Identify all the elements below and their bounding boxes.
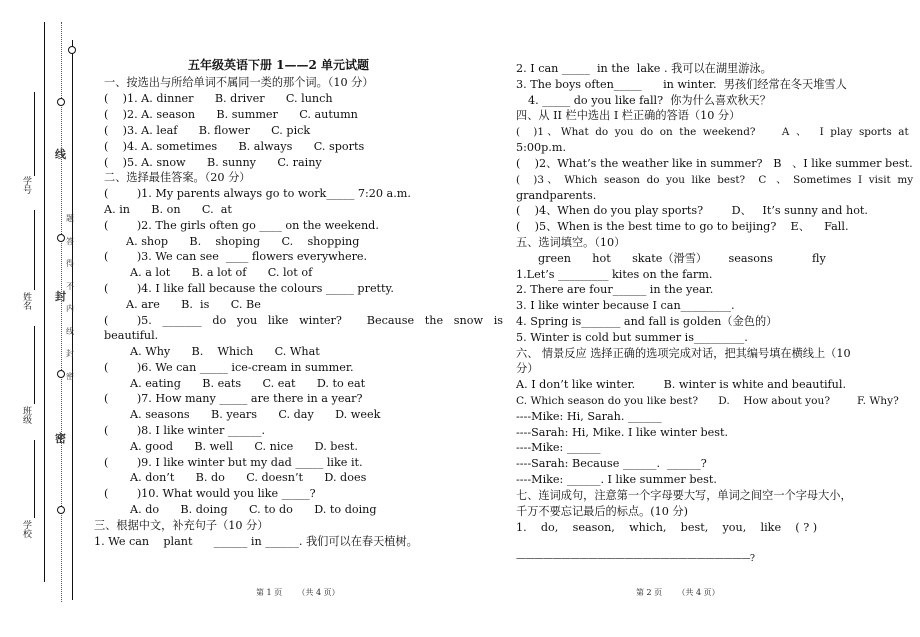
s6-options-1: A. I don’t like winter. B. winter is white and beautiful.: [516, 378, 847, 391]
section-6-heading: 六、 情景反应 选择正确的选项完成对话，把其编号填在横线上（10: [516, 347, 851, 360]
s4-item-2: ( )2、What’s the weather like in summer? B 、I like summer best.: [516, 157, 913, 170]
q5-line-2: beautiful.: [104, 329, 159, 342]
s4-item-4: ( )4、When do you play sports? D、 It’s sunny and hot.: [516, 204, 868, 217]
s4-item-3-line-2: grandparents.: [516, 189, 597, 202]
section-6-heading-cont: 分）: [516, 362, 539, 375]
dialogue-line-4: ----Sarah: Because ______. ______?: [516, 457, 707, 470]
section-3-heading: 三、根据中文，补充句子（10 分）: [94, 519, 269, 532]
s4-item-1-line-2: 5:00p.m.: [516, 141, 567, 154]
s5-item-1: 1.Let’s _________ kites on the farm.: [516, 268, 713, 281]
s6-options-2: C. Which season do you like best? D. How about you? F. Why?: [516, 395, 899, 407]
s5-item-4: 4. Spring is_______ and fall is golden（金色的）: [516, 315, 778, 328]
q4-options: A. are B. is C. Be: [126, 298, 261, 311]
dialogue-line-3: ----Mike: ______: [516, 441, 601, 454]
s4-item-5: ( )5、When is the best time to go to beijing? E、 Fall.: [516, 220, 849, 233]
page-title: 五年级英语下册 1——2 单元试题: [188, 58, 370, 72]
s7-answer-line: ——————————————————————————?: [516, 553, 755, 564]
s1-item-1: ( )1. A. dinner B. driver C. lunch: [104, 92, 333, 105]
section-4-heading: 四、从 II 栏中选出 I 栏正确的答语（10 分）: [516, 109, 741, 122]
dialogue-line-1: ----Mike: Hi, Sarah. ______: [516, 410, 662, 423]
section-2-heading: 二、选择最佳答案。（20 分）: [104, 171, 251, 184]
s5-item-5: 5. Winter is cold but summer is_________.: [516, 331, 748, 344]
q3-options: A. a lot B. a lot of C. lot of: [130, 266, 313, 279]
seal-char: 内: [66, 304, 74, 313]
student-no-label: 学号: [21, 176, 31, 194]
binding-mark-mi: 密: [55, 432, 66, 445]
q8-options: A. good B. well C. nice D. best.: [130, 440, 358, 453]
q5-options: A. Why B. Which C. What: [130, 345, 320, 358]
binding-mark-xian: 线: [55, 148, 66, 161]
q1: ( )1. My parents always go to work_____ 7:20 a.m.: [104, 187, 411, 200]
s4-item-1-line-1: ( )1 、 What do you do on the weekend? A 、 I play sports at: [516, 126, 909, 138]
q5-line-1: ( )5. _______ do you like winter? Because the snow is: [104, 314, 504, 327]
section-7-heading: 七、连词成句，注意第一个字母要大写，单词之间空一个字母大小，: [516, 489, 852, 502]
s1-item-2: ( )2. A. season B. summer C. autumn: [104, 108, 358, 121]
binding-hole-5: [68, 46, 76, 54]
dialogue-line-2: ----Sarah: Hi, Mike. I like winter best.: [516, 426, 729, 439]
binding-mark-feng: 封: [55, 290, 66, 303]
student-no-blank: [34, 92, 35, 176]
s1-item-3: ( )3. A. leaf B. flower C. pick: [104, 124, 311, 137]
page-2-footer: 第 2 页 （共 4 页）: [636, 588, 720, 597]
binding-dotted-line: [61, 22, 62, 602]
seal-char: 线: [66, 326, 74, 336]
school-label: 学校: [21, 520, 31, 538]
q10: ( )10. What would you like _____?: [104, 487, 316, 500]
binding-hole-2: [57, 234, 65, 242]
s5-item-3: 3. I like winter because I can_________.: [516, 299, 735, 312]
q7: ( )7. How many _____ are there in a year?: [104, 392, 363, 405]
dialogue-line-5: ----Mike: ______. I like summer best.: [516, 473, 717, 486]
page-1-footer: 第 1 页 （共 4 页）: [256, 588, 340, 597]
s1-item-4: ( )4. A. sometimes B. always C. sports: [104, 140, 365, 153]
q7-options: A. seasons B. years C. day D. week: [130, 408, 381, 421]
seal-char: 题: [66, 214, 74, 223]
seal-notice: [66, 212, 76, 384]
s1-item-5: ( )5. A. snow B. sunny C. rainy: [104, 156, 322, 169]
q3: ( )3. We can see ____ flowers everywhere.: [104, 250, 368, 263]
q2: ( )2. The girls often go ____ on the weekend.: [104, 219, 379, 232]
binding-line-outer: [44, 22, 45, 582]
seal-char: 不: [66, 281, 74, 291]
q6-options: A. eating B. eats C. eat D. to eat: [130, 377, 366, 390]
name-label: 姓名: [21, 292, 31, 310]
seal-char: 密: [66, 371, 74, 381]
section-1-heading: 一、按选出与所给单词不属同一类的那个词。（10 分）: [104, 76, 374, 89]
s3-sentence-3: 3. The boys often_____ in winter. 男孩们经常在冬天堆雪人: [516, 78, 847, 91]
q4: ( )4. I like fall because the colours _____ pretty.: [104, 282, 394, 295]
binding-hole-4: [57, 506, 65, 514]
q9: ( )9. I like winter but my dad _____ like it.: [104, 456, 363, 469]
binding-hole-3: [57, 370, 65, 378]
s3-sentence-4: 4. _____ do you like fall? 你为什么喜欢秋天？: [528, 94, 771, 107]
word-bank: green hot skate（滑雪） seasons fly: [538, 252, 826, 265]
q9-options: A. don’t B. do C. doesn’t D. does: [130, 471, 367, 484]
binding-hole-1: [57, 98, 65, 106]
school-blank: [34, 440, 35, 518]
seal-char: 封: [66, 349, 74, 358]
class-label: 班级: [21, 406, 31, 424]
q10-options: A. do B. doing C. to do D. to doing: [130, 503, 377, 516]
q2-options: A. shop B. shoping C. shopping: [126, 235, 360, 248]
seal-char: 得: [66, 259, 74, 268]
section-5-heading: 五、选词填空。（10）: [516, 236, 626, 249]
s3-sentence-1: 1. We can plant ______ in ______. 我们可以在春天植树。: [94, 535, 418, 548]
s4-item-3-line-1: ( )3 、 Which season do you like best? C 、 Sometimes I visit my: [516, 174, 914, 186]
class-blank: [34, 326, 35, 404]
s5-item-2: 2. There are four______ in the year.: [516, 283, 714, 296]
q6: ( )6. We can _____ ice-cream in summer.: [104, 361, 354, 374]
q8: ( )8. I like winter ______.: [104, 424, 265, 437]
name-blank: [34, 210, 35, 290]
section-7-heading-cont: 千万不要忘记最后的标点。(10 分): [516, 505, 688, 518]
q1-options: A. in B. on C. at: [104, 203, 232, 216]
s7-item-1: 1. do, season, which, best, you, like ( ? ): [516, 521, 818, 534]
seal-char: 答: [66, 236, 74, 246]
s3-sentence-2: 2. I can _____ in the lake . 我可以在湖里游泳。: [516, 62, 772, 75]
